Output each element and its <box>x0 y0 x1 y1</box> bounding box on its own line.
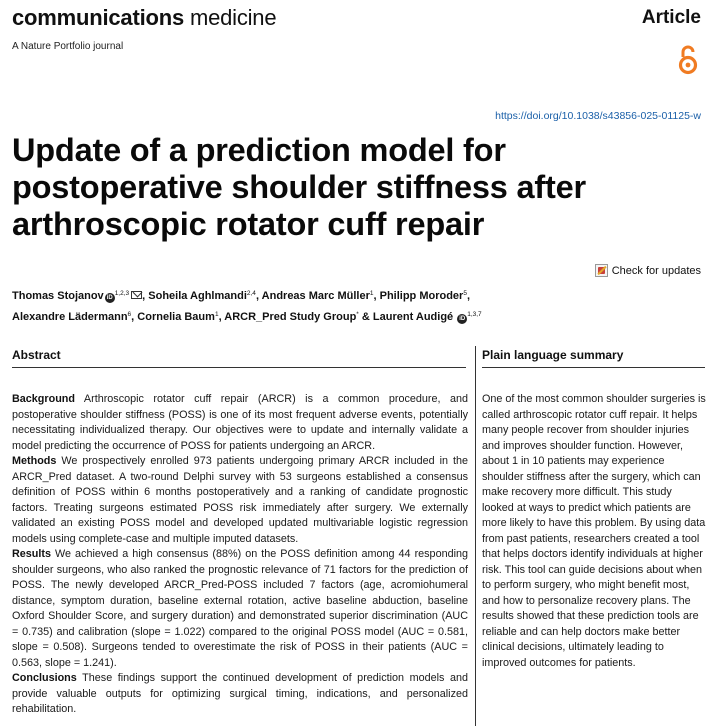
article-type-label: Article <box>641 7 701 28</box>
abstract-background: Background Arthroscopic rotator cuff repair (ARCR) is a common procedure, and postoperative shoulder stiffness (POSS) is one of its most frequent adverse events, potentially necessitating individualized therapy. Our objectives were to update and internally validate a model predicting the occurrence of POSS for patients undergoing an ARCR. <box>12 393 468 452</box>
orcid-icon[interactable]: iD <box>106 295 113 301</box>
author-name[interactable]: Philipp Moroder <box>379 290 464 302</box>
author-name[interactable]: Soheila Aghlmandi <box>148 290 247 302</box>
abstract-divider <box>12 367 466 368</box>
plain-language-body: One of the most common shoulder surgeries is called arthroscopic rotator cuff repair. It helps many people recover from shoulder injuries and improves shoulder function. However, about 1 in 10 patients may experience shoulder stiffness after the surgery, which can make recovery more difficult. This study looked at ways to predict which patients are more likely to have this problem. By using data from past patients, researchers created a tool that helps doctors identify individuals at higher risk. This tool can guide decisions about when to perform surgery, who might benefit most, and how to personalize recovery plans. The results showed that these prediction tools are reliable and can help doctors make better clinical decisions, ultimately leading to improved outcomes for patients. <box>482 393 706 669</box>
author-name[interactable]: Alexandre Lädermann <box>12 310 128 323</box>
abstract-heading: Abstract <box>12 348 61 362</box>
author-name[interactable]: ARCR_Pred Study Group <box>224 310 357 323</box>
author-name[interactable]: Andreas Marc Müller <box>261 290 370 302</box>
author-name[interactable]: Laurent Audigé <box>372 310 454 323</box>
abstract-methods: Methods We prospectively enrolled 973 patients undergoing primary ARCR included in the ARCR_Pred dataset. A two-round Delphi survey with 53 surgeons established a consensus definition of POSS within 6 months postoperatively and a ranking of candidate prognostic factors. Treating surgeons estimated POSS risk immediately after surgery. We externally validated an existing POSS model and developed updated multivariable logistic regression models using complete-case and multiple imputed datasets. <box>12 455 468 545</box>
check-updates-icon <box>595 264 608 277</box>
publisher-label: A Nature Portfolio journal <box>12 41 124 52</box>
open-access-icon[interactable] <box>676 44 700 76</box>
plain-language-heading: Plain language summary <box>482 348 624 362</box>
column-divider <box>475 346 476 726</box>
check-for-updates-button[interactable] <box>595 264 701 277</box>
check-updates-label: Check for updates <box>611 264 701 277</box>
abstract-body <box>12 392 468 718</box>
journal-name[interactable]: communications medicine <box>12 5 277 30</box>
abstract-conclusions: Conclusions These findings support the continued development of prediction models and provide valuable outputs for optimizing surgical timing, indications, and personalized rehabilitation. <box>12 672 468 715</box>
author-name[interactable]: Thomas Stojanov <box>12 290 104 302</box>
author-list: Thomas Stojanov iD$^{1,2,3}$ , Soheila Aghlmandi$^{2,4}$, Andreas Marc Müller$^1$, Philipp Moroder$^5$, Alexandre Lädermann$^6$, Cornelia Baum$^1$, ARCR_Pred Study Group* & Laurent Audigé iD$^{1,3,7}$ <box>12 290 482 323</box>
abstract-results: Results We achieved a high consensus (88%) on the POSS definition among 44 responding shoulder surgeons, who also ranked the prognostic relevance of 71 factors for the prediction of POSS. The newly developed ARCR_Pred-POSS included 7 factors (age, acromiohumeral distance, symptom duration, baseline external rotation, active baseline abduction, baseline Oxford Shoulder Score, and surgery duration) and demonstrated superior discrimination (AUC = 0.735) and calibration (slope = 1.022) compared to the original POSS model (AUC = 0.581, slope = 0.508). Surgeons tended to overestimate the risk of POSS in their patients (AUC = 0.563, slope = 1.241). <box>12 548 468 669</box>
email-icon[interactable] <box>131 291 142 299</box>
article-title: Update of a prediction model for postoperative shoulder stiffness after arthroscopic rotator cuff repair <box>12 132 586 242</box>
doi-link[interactable]: https://doi.org/10.1038/s43856-025-01125-w <box>495 110 701 122</box>
author-name[interactable]: Cornelia Baum <box>137 310 215 323</box>
orcid-icon[interactable]: iD <box>459 315 466 322</box>
plain-language-divider <box>482 367 705 368</box>
